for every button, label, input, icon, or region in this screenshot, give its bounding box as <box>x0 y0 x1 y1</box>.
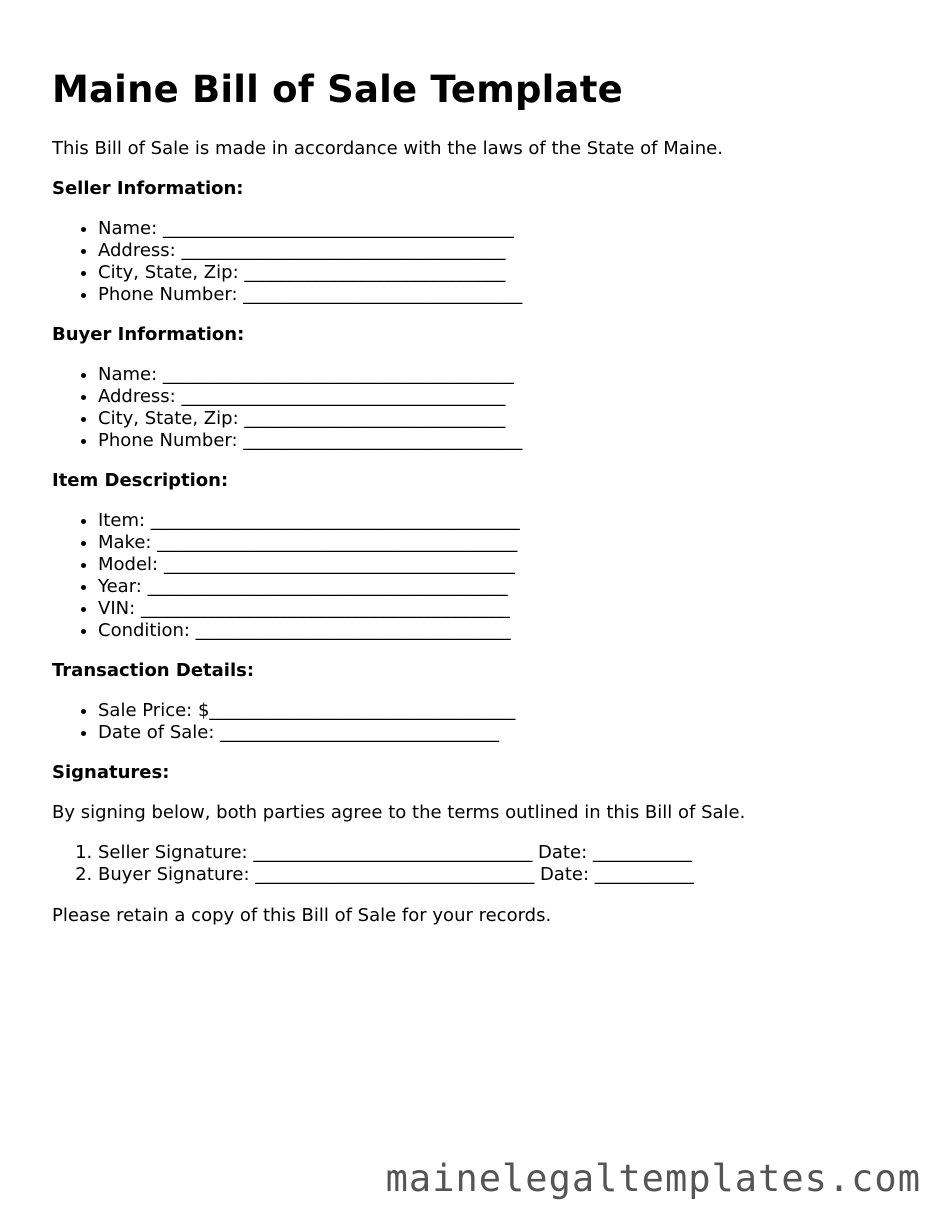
buyer-signature-line: 2. Buyer Signature: _______________________________ Date: ___________ <box>98 864 912 886</box>
vin-line: • VIN: _________________________________________ <box>98 598 912 620</box>
item-description-heading: Item Description: <box>52 470 229 491</box>
buyer-heading: Buyer Information: <box>52 324 245 345</box>
make-line: • Make: ________________________________________ <box>98 532 912 554</box>
intro-text: This Bill of Sale is made in accordance with the laws of the State of Maine. <box>52 138 723 159</box>
signatures-text: By signing below, both parties agree to the terms outlined in this Bill of Sale. <box>52 802 746 823</box>
buyer-name-line: • Name: _______________________________________ <box>98 364 912 386</box>
model-line: • Model: _______________________________________ <box>98 554 912 576</box>
seller-name-line: • Name: _______________________________________ <box>98 218 912 240</box>
condition-line: • Condition: ___________________________________ <box>98 620 912 642</box>
buyer-list <box>52 364 912 452</box>
seller-list <box>52 218 912 306</box>
seller-heading: Seller Information: <box>52 178 244 199</box>
buyer-address-line: • Address: ____________________________________ <box>98 386 912 408</box>
date-of-sale-line: • Date of Sale: _______________________________ <box>98 722 912 744</box>
closing-text: Please retain a copy of this Bill of Sale for your records. <box>52 905 552 926</box>
buyer-city-state-zip-line: • City, State, Zip: _____________________________ <box>98 408 912 430</box>
page-title: Maine Bill of Sale Template <box>52 68 623 111</box>
item-description-list <box>52 510 912 642</box>
sale-price-line: • Sale Price: $__________________________________ <box>98 700 912 722</box>
buyer-phone-line: • Phone Number: _______________________________ <box>98 430 912 452</box>
seller-signature-line: 1. Seller Signature: _______________________________ Date: ___________ <box>98 842 912 864</box>
item-line: • Item: _________________________________________ <box>98 510 912 532</box>
document-page <box>52 0 912 927</box>
seller-phone-line: • Phone Number: _______________________________ <box>98 284 912 306</box>
year-line: • Year: ________________________________________ <box>98 576 912 598</box>
watermark: mainelegaltemplates.com <box>385 1157 921 1200</box>
signatures-list <box>52 842 912 886</box>
seller-city-state-zip-line: • City, State, Zip: _____________________________ <box>98 262 912 284</box>
transaction-heading: Transaction Details: <box>52 660 255 681</box>
signatures-heading: Signatures: <box>52 762 170 783</box>
transaction-list <box>52 700 912 744</box>
seller-address-line: • Address: ____________________________________ <box>98 240 912 262</box>
